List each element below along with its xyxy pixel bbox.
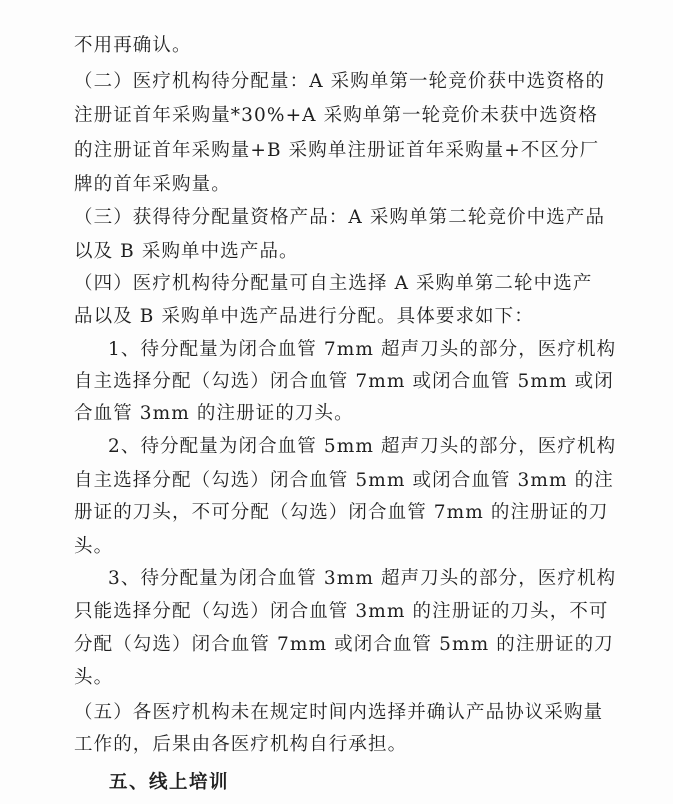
text-line: （三）获得待分配量资格产品：A 采购单第二轮竞价中选产品	[74, 207, 606, 228]
text-line: 3、待分配量为闭合血管 3mm 超声刀头的部分，医疗机构	[108, 568, 617, 589]
text-line: 只能选择分配（勾选）闭合血管 3mm 的注册证的刀头，不可	[74, 601, 609, 622]
text-line: （五）各医疗机构未在规定时间内选择并确认产品协议采购量	[74, 702, 604, 723]
text-line: 头。	[74, 536, 114, 557]
text-line: 品以及 B 采购单中选产品进行分配。具体要求如下：	[74, 306, 534, 327]
text-line: 自主选择分配（勾选）闭合血管 7mm 或闭合血管 5mm 或闭	[74, 371, 614, 392]
text-line: 不用再确认。	[74, 35, 192, 56]
section-heading: 五、线上培训	[109, 772, 230, 793]
text-line: 牌的首年采购量。	[74, 174, 231, 195]
text-line: 以及 B 采购单中选产品。	[74, 241, 299, 262]
text-line: 2、待分配量为闭合血管 5mm 超声刀头的部分，医疗机构	[108, 436, 617, 457]
text-line: 注册证首年采购量*30%+A 采购单第一轮竞价未获中选资格	[74, 105, 599, 126]
text-line: 1、待分配量为闭合血管 7mm 超声刀头的部分，医疗机构	[108, 339, 617, 360]
text-line: 分配（勾选）闭合血管 7mm 或闭合血管 5mm 的注册证的刀	[74, 634, 614, 655]
text-line: 合血管 3mm 的注册证的刀头。	[74, 403, 354, 424]
text-line: 的注册证首年采购量+B 采购单注册证首年采购量+不区分厂	[74, 140, 600, 161]
text-line: （四）医疗机构待分配量可自主选择 A 采购单第二轮中选产	[74, 273, 593, 294]
text-line: （二）医疗机构待分配量：A 采购单第一轮竞价获中选资格的	[74, 71, 606, 92]
text-line: 工作的，后果由各医疗机构自行承担。	[74, 734, 408, 755]
text-line: 自主选择分配（勾选）闭合血管 5mm 或闭合血管 3mm 的注	[74, 470, 614, 491]
text-line: 头。	[74, 667, 114, 688]
text-line: 册证的刀头，不可分配（勾选）闭合血管 7mm 的注册证的刀	[74, 502, 609, 523]
